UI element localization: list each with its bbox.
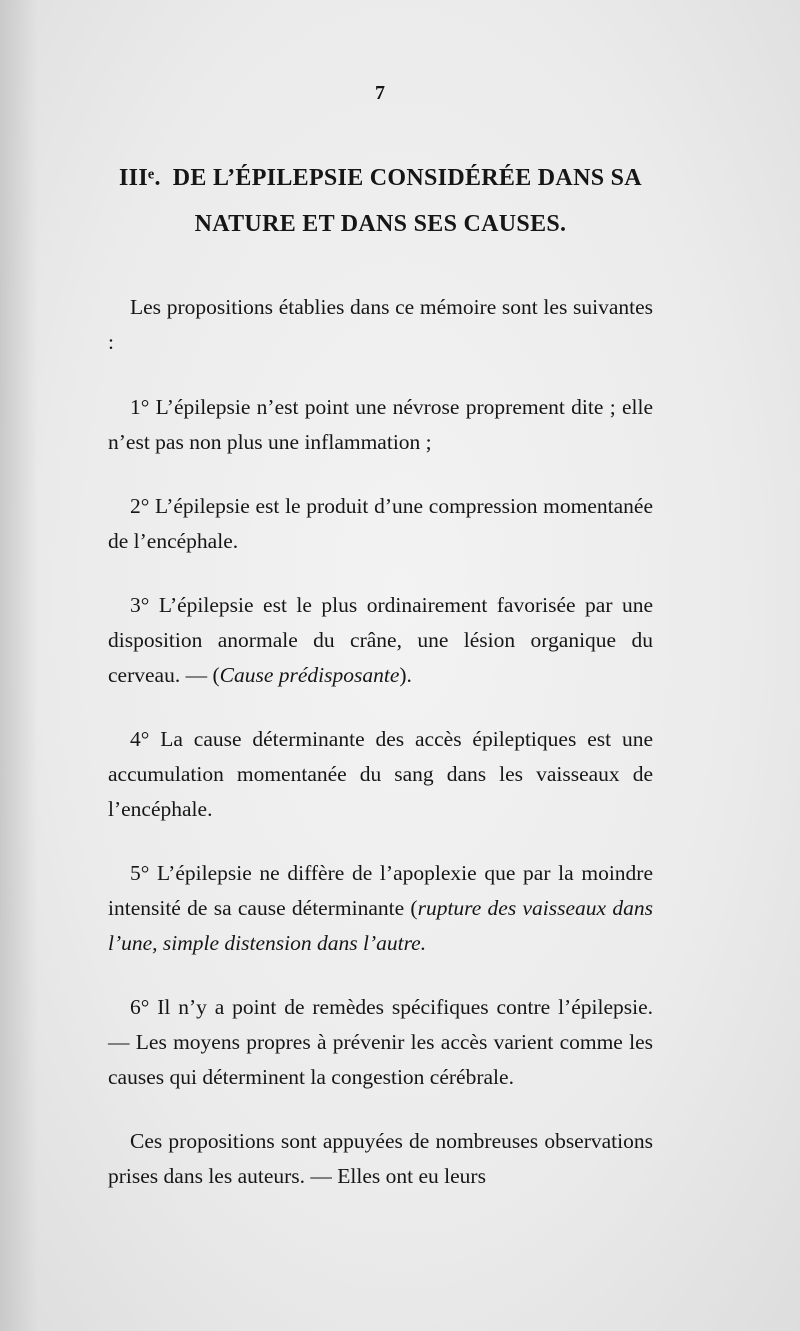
chapter-title-line-1 — [108, 155, 653, 201]
chapter-number: IIIᵉ. — [119, 165, 161, 191]
proposition-5-italic: rupture des vaisseaux dans l’une, simple distension dans l’autre. — [108, 896, 653, 955]
proposition-4: 4° La cause déterminante des accès épileptiques est une accumulation momentanée du sang dans les vaisseaux de l’encéphale. — [108, 727, 653, 821]
proposition-6: 6° Il n’y a point de remèdes spécifiques contre l’épilepsie. — Les moyens propres à prévenir les accès varient comme les causes qui déterminent la congestion cérébrale. — [108, 995, 653, 1089]
proposition-1: 1° L’épilepsie n’est point une névrose proprement dite ; elle n’est pas non plus une inflammation ; — [108, 395, 653, 454]
proposition-3 — [108, 588, 653, 693]
paragraph-intro: Les propositions établies dans ce mémoire sont les suivantes : — [108, 295, 653, 354]
proposition-3-end: ). — [399, 663, 412, 687]
paragraph-closing: Ces propositions sont appuyées de nombreuses observations prises dans les auteurs. — Elles ont eu leurs — [108, 1129, 653, 1188]
body-text — [108, 290, 653, 1194]
proposition-3-italic: Cause prédisposante — [219, 663, 400, 687]
chapter-title — [108, 155, 653, 247]
chapter-title-text-1: DE L’ÉPILEPSIE CONSIDÉRÉE DANS SA — [172, 165, 642, 191]
proposition-5-text: 5° L’épilepsie ne diffère de l’apoplexie que par la moindre intensité de sa cause déterminante ( — [108, 861, 653, 920]
proposition-2: 2° L’épilepsie est le produit d’une compression momentanée de l’encéphale. — [108, 494, 653, 553]
page-number: 7 — [375, 82, 385, 104]
proposition-3-text: 3° L’épilepsie est le plus ordinairement favorisée par une disposition anormale du crâne, une lésion organique du cerveau. — ( — [108, 593, 653, 687]
proposition-5 — [108, 856, 653, 961]
chapter-title-line-2: NATURE ET DANS SES CAUSES. — [194, 211, 567, 237]
